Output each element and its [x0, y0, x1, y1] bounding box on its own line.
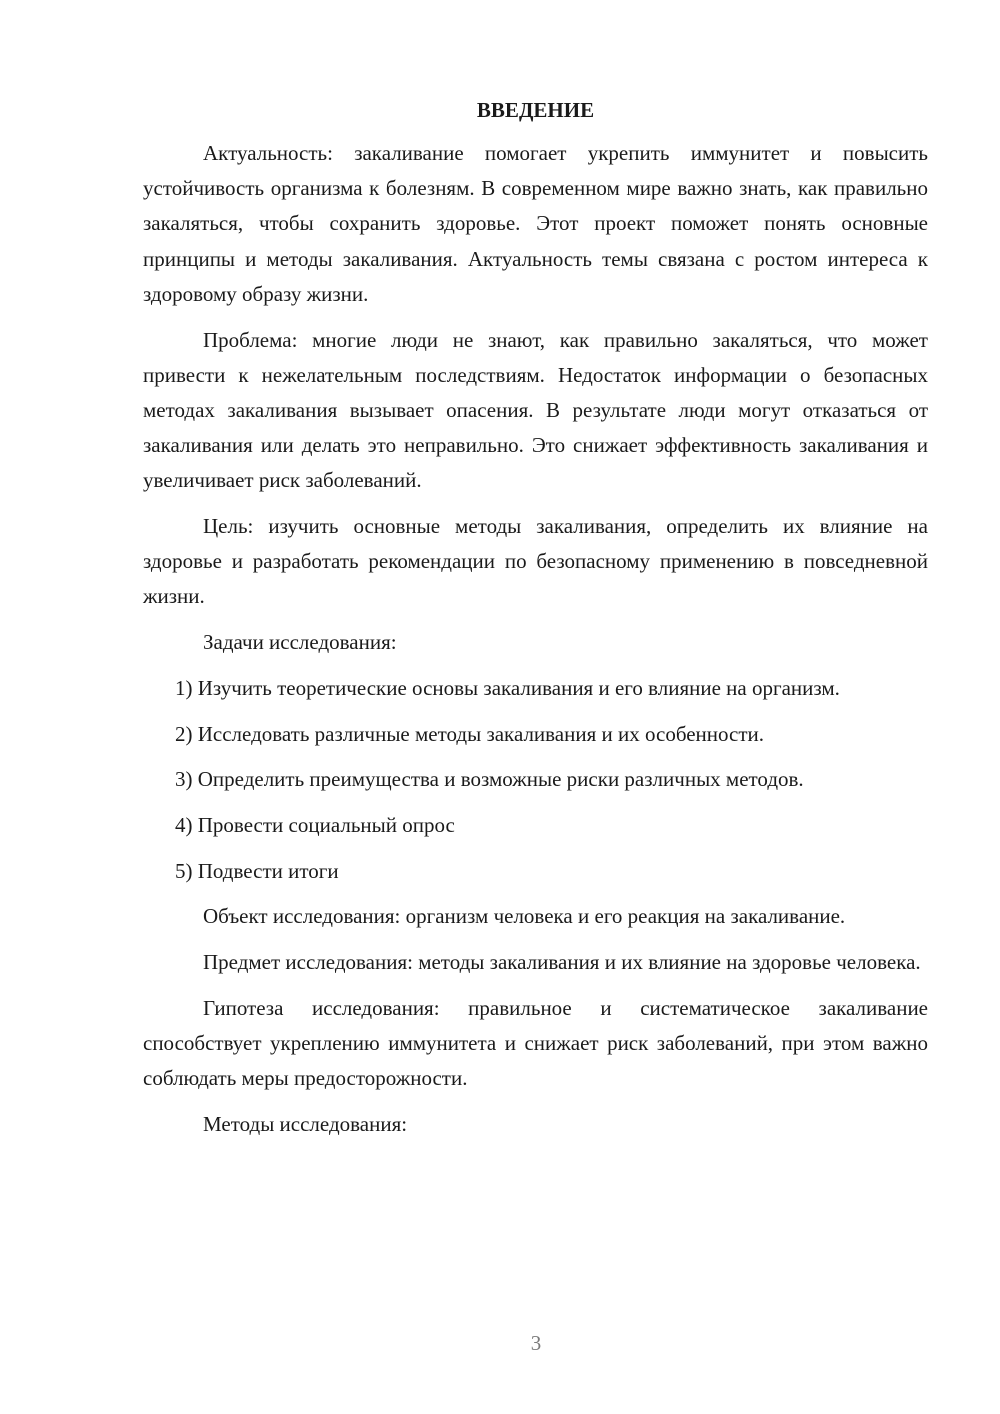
task-item-5: 5) Подвести итоги: [175, 858, 339, 883]
document-page: [143, 92, 928, 1153]
paragraph-problem: Проблема: многие люди не знают, как правильно закаляться, что может привести к нежелательным последствиям. Недостаток информации о безопасных методах закаливания вызывает опасения. В результате люди могут отказаться от закаливания или делать это неправильно. Это снижает эффективность закаливания и увеличивает риск заболеваний.: [143, 327, 928, 493]
paragraph-relevance: Актуальность: закаливание помогает укрепить иммунитет и повысить устойчивость организма к болезням. В современном мире важно знать, как правильно закаляться, чтобы сохранить здоровье. Этот проект поможет понять основные принципы и методы закаливания. Актуальность темы связана с ростом интереса к здоровому образу жизни.: [143, 141, 928, 306]
task-item-1: 1) Изучить теоретические основы закаливания и его влияние на организм.: [175, 675, 840, 700]
page-number: 3: [530, 1331, 542, 1355]
paragraph-subject: Предмет исследования: методы закаливания и их влияние на здоровье человека.: [203, 950, 921, 975]
section-title: ВВЕДЕНИЕ: [476, 98, 595, 122]
task-item-4: 4) Провести социальный опрос: [175, 812, 455, 837]
paragraph-goal: Цель: изучить основные методы закаливания, определить их влияние на здоровье и разработать рекомендации по безопасному применению в повседневной жизни.: [143, 514, 928, 609]
task-item-2: 2) Исследовать различные методы закаливания и их особенности.: [175, 721, 765, 746]
tasks-heading: Задачи исследования:: [203, 630, 397, 655]
methods-heading: Методы исследования:: [203, 1111, 408, 1136]
task-item-3: 3) Определить преимущества и возможные риски различных методов.: [175, 767, 804, 792]
paragraph-hypothesis: Гипотеза исследования: правильное и систематическое закаливание способствует укреплению иммунитета и снижает риск заболеваний, при этом важно соблюдать меры предосторожности.: [143, 995, 928, 1091]
paragraph-object: Объект исследования: организм человека и его реакция на закаливание.: [203, 904, 846, 929]
